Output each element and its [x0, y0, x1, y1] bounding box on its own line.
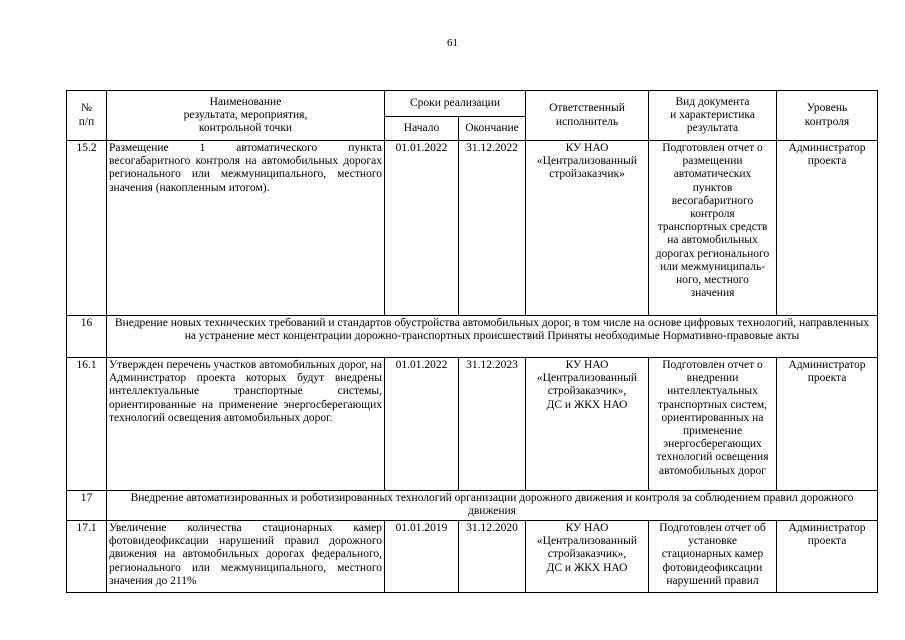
- header-responsible: Ответственный исполнитель: [526, 91, 649, 141]
- header-start: Начало: [385, 117, 459, 141]
- row-responsible: КУ НАО «Централизованный стройзаказчик», ДС и ЖКХ НАО: [526, 521, 649, 593]
- row-num: 17.1: [67, 521, 107, 593]
- row-control: Администратор проекта: [777, 521, 878, 593]
- row-name: Размещение 1 автоматического пункта весогабаритного контроля на автомобильных дорогах регионального или межмуниципального, местного значения (накопленным итогом).: [107, 141, 385, 316]
- table-row: [67, 358, 878, 491]
- header-end: Окончание: [459, 117, 526, 141]
- row-start: 01.01.2022: [385, 358, 459, 491]
- section-row: [67, 491, 878, 521]
- section-title: Внедрение новых технических требований и стандартов обустройства автомобильных дорог, в том числе на основе цифровых технологий, направленных на устранение мест концентрации дорожно-транспортных происшествий Приняты необходимые Нормативно-правовые акты: [107, 316, 878, 358]
- header-control: Уровень контроля: [777, 91, 878, 141]
- page-number: 61: [447, 37, 458, 49]
- row-doc-type: Подготовлен отчет о внедрении интеллектуальных транспортных систем, ориентированных на применение энергосберегающих технологий освещения автомобильных дорог: [649, 358, 777, 491]
- plan-table: [66, 90, 878, 593]
- header-name: Наименование результата, мероприятия, контрольной точки: [107, 91, 385, 141]
- row-control: Администратор проекта: [777, 358, 878, 491]
- row-name: Увеличение количества стационарных камер фотовидеофиксации нарушений правил дорожного движения на автомобильных дорогах федерального, регионального или межмуниципального, местного значения до 211%: [107, 521, 385, 593]
- section-num: 16: [67, 316, 107, 358]
- row-start: 01.01.2019: [385, 521, 459, 593]
- row-responsible: КУ НАО «Централизованный стройзаказчик»: [526, 141, 649, 316]
- row-doc-type: Подготовлен отчет о размещении автоматических пунктов весогабаритного контроля транспортных средств на автомобильных дорогах регионального или межмуниципаль- ного, местного значения: [649, 141, 777, 316]
- row-responsible: КУ НАО «Централизованный стройзаказчик», ДС и ЖКХ НАО: [526, 358, 649, 491]
- table-row: [67, 521, 878, 593]
- row-start: 01.01.2022: [385, 141, 459, 316]
- section-num: 17: [67, 491, 107, 521]
- row-control: Администратор проекта: [777, 141, 878, 316]
- section-title: Внедрение автоматизированных и роботизированных технологий организации дорожного движения и контроля за соблюдением правил дорожного движения: [107, 491, 878, 521]
- header-doc-type: Вид документа и характеристика результата: [649, 91, 777, 141]
- section-row: [67, 316, 878, 358]
- row-end: 31.12.2022: [459, 141, 526, 316]
- table-row: [67, 141, 878, 316]
- header-num: № п/п: [67, 91, 107, 141]
- row-end: 31.12.2023: [459, 358, 526, 491]
- row-num: 15.2: [67, 141, 107, 316]
- header-terms: Сроки реализации: [385, 91, 526, 117]
- row-num: 16.1: [67, 358, 107, 491]
- row-end: 31.12.2020: [459, 521, 526, 593]
- row-doc-type: Подготовлен отчет об установке стационарных камер фотовидеофиксации нарушений правил: [649, 521, 777, 593]
- row-name: Утвержден перечень участков автомобильных дорог, на Администратор проекта которых будут внедрены интеллектуальные транспортные системы, ориентированные на применение энергосберегающих технологий освещения автомобильных дорог.: [107, 358, 385, 491]
